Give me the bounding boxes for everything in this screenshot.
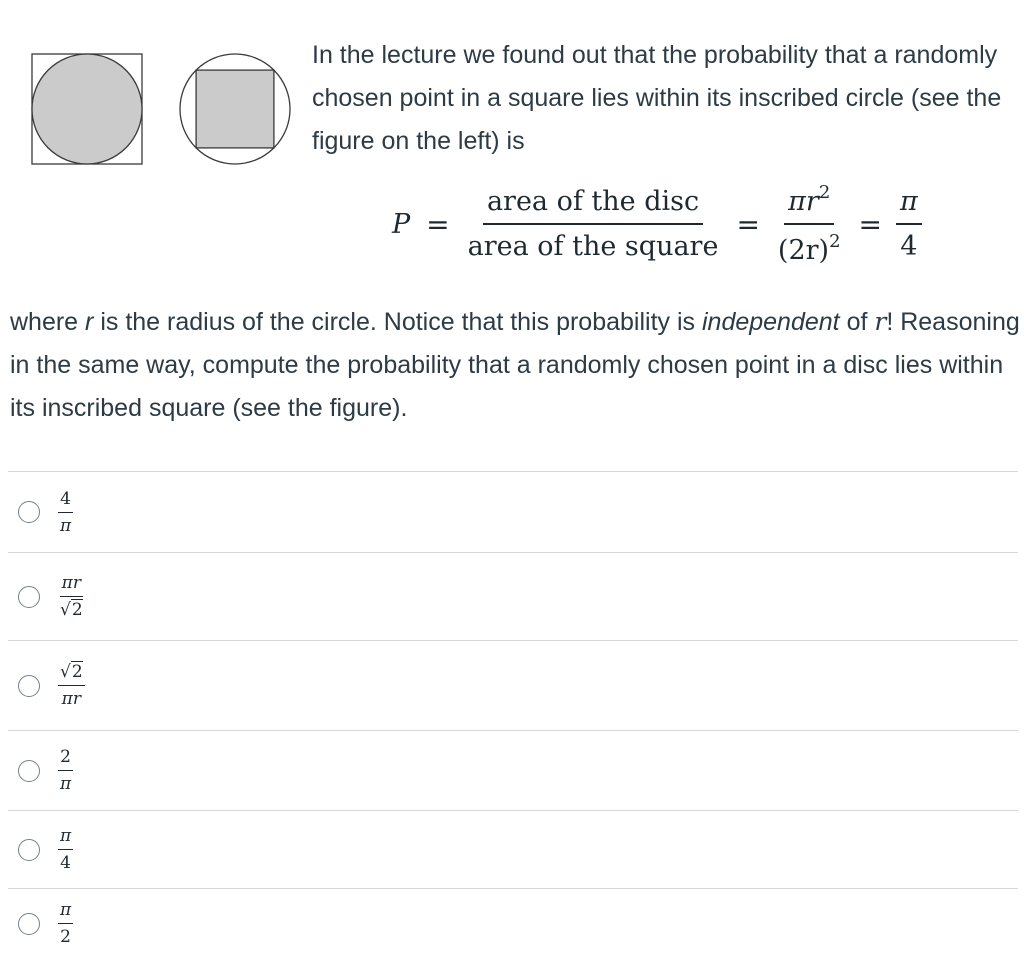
inscribed-circle (32, 54, 142, 164)
answer-option-6[interactable] (8, 888, 1018, 958)
probability-formula (392, 182, 922, 266)
sqrt-icon: √ (60, 600, 71, 620)
question-emphasis: independent (701, 308, 840, 336)
answer-fraction (58, 826, 73, 873)
figure-pair (28, 48, 298, 170)
answer-denominator: πr (61, 689, 81, 709)
answer-denominator: π (60, 774, 72, 794)
answer-denominator (58, 597, 85, 620)
answer-fraction (58, 900, 73, 947)
question-var-r-math: r (874, 307, 887, 336)
figures (28, 48, 298, 170)
answer-option-1[interactable] (8, 471, 1018, 552)
answer-option-3[interactable] (8, 640, 1018, 730)
formula-lhs: P (392, 208, 411, 240)
numerator-exponent: 2 (818, 182, 831, 203)
fraction-areas-denominator: area of the square (467, 231, 719, 262)
sqrt-radicand: 2 (71, 662, 83, 682)
sqrt-expression (60, 661, 83, 682)
radio-button[interactable] (18, 675, 40, 697)
answer-denominator: 4 (60, 853, 71, 873)
sqrt-expression (60, 599, 83, 620)
numerator-base: πr (788, 186, 819, 217)
radio-button[interactable] (18, 760, 40, 782)
answer-option-2[interactable] (8, 552, 1018, 640)
answer-numerator: 4 (58, 489, 73, 513)
radio-button[interactable] (18, 501, 40, 523)
fraction-radius-denominator (774, 225, 845, 266)
radio-button[interactable] (18, 913, 40, 935)
answer-option-4[interactable] (8, 730, 1018, 810)
answer-denominator: 2 (60, 927, 71, 947)
fraction-radius (774, 182, 845, 266)
fraction-result-denominator: 4 (900, 231, 918, 262)
answer-numerator: π (58, 900, 73, 924)
answer-option-5[interactable] (8, 810, 1018, 888)
inscribed-square (196, 70, 274, 148)
answer-numerator: 2 (58, 747, 73, 771)
question-var-r: r (85, 308, 94, 336)
fraction-radius-numerator (784, 182, 834, 225)
answer-fraction (58, 489, 73, 536)
question-part1: where (10, 308, 86, 336)
answer-fraction (58, 747, 73, 794)
figure-square-in-circle (180, 54, 290, 164)
fraction-result-numerator: π (896, 186, 922, 225)
sqrt-icon: √ (60, 662, 71, 682)
equals-sign: = (736, 207, 760, 241)
figure-circle-in-square (32, 54, 142, 164)
denominator-exponent: 2 (829, 231, 841, 252)
answer-fraction (58, 573, 85, 620)
answer-fraction (58, 662, 85, 709)
question-part4: ! Reasoning in the same way, compute the probability that a randomly chosen point in a disc lies within its inscribed square (see the figure). (10, 308, 1020, 422)
fraction-areas (464, 186, 723, 262)
question-part2: is the radius of the circle. Notice that this probability is (93, 308, 702, 336)
answer-denominator: π (60, 515, 72, 536)
answer-numerator: π (58, 826, 73, 850)
answer-numerator (58, 662, 85, 686)
equals-sign: = (858, 207, 882, 241)
radio-button[interactable] (18, 839, 40, 861)
fraction-areas-numerator: area of the disc (483, 186, 703, 225)
question-text (10, 300, 1020, 430)
question-part3: of (839, 308, 875, 336)
intro-text: In the lecture we found out that the probability that a randomly chosen point in a square lies within its inscribed circle (see the figure on the left) is (312, 41, 1002, 155)
answer-numerator: πr (60, 573, 83, 597)
equals-sign: = (426, 207, 450, 241)
answer-list (8, 471, 1018, 958)
fraction-result (896, 186, 922, 262)
sqrt-radicand: 2 (71, 600, 83, 620)
radio-button[interactable] (18, 586, 40, 608)
denominator-base: (2r) (777, 235, 830, 266)
